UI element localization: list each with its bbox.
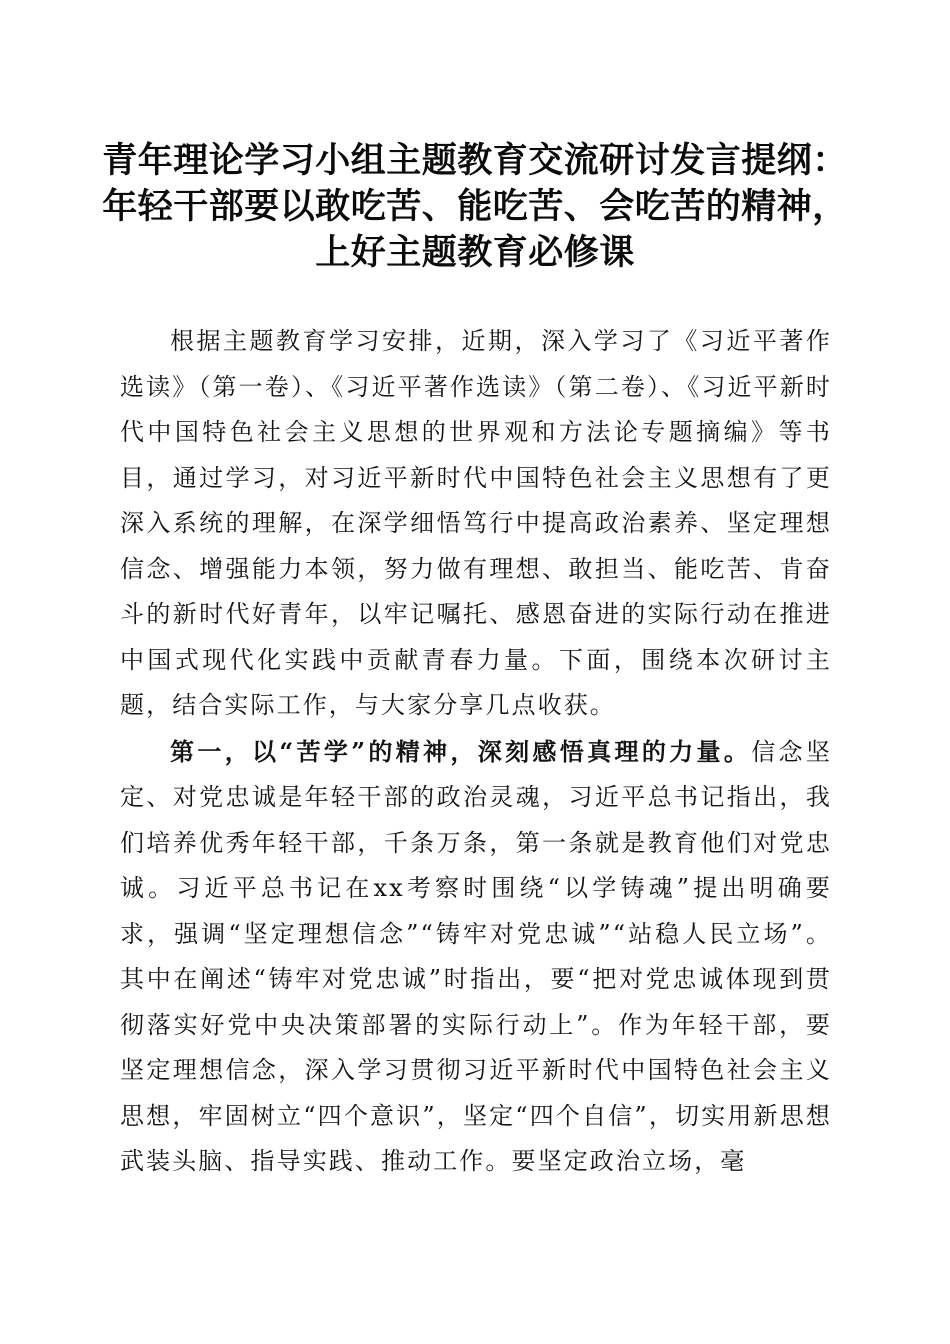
paragraph-intro [120,318,832,729]
paragraph-text: 根据主题教育学习安排，近期，深入学习了《习近平著作选读》（第一卷）、《习近平著作选读》（第二卷）、《习近平新时代中国特色社会主义思想的世界观和方法论专题摘编》等书目，通过学习，对习近平新时代中国特色社会主义思想有了更深入系统的理解，在深学细悟笃行中提高政治素养、坚定理想信念、增强能力本领，努力做有理想、敢担当、能吃苦、肯奋斗的新时代好青年，以牢记嘱托、感恩奋进的实际行动在推进中国式现代化实践中贡献青春力量。下面，围绕本次研讨主题，结合实际工作，与大家分享几点收获。 [120,327,832,719]
paragraph-first-point [120,729,832,1185]
document-title [100,138,850,276]
title-line-3: 上好主题教育必修课 [315,232,635,273]
title-line-2: 年轻干部要以敢吃苦、能吃苦、会吃苦的精神， [102,186,848,227]
paragraph-text: 信念坚定、对党忠诚是年轻干部的政治灵魂，习近平总书记指出，我们培养优秀年轻干部，千条万条，第一条就是教育他们对党忠诚。习近平总书记在xx考察时围绕“以学铸魂”提出明确要求，强调“坚定理想信念”“铸牢对党忠诚”“站稳人民立场”。其中在阐述“铸牢对党忠诚”时指出，要“把对党忠诚体现到贯彻落实好党中央决策部署的实际行动上”。作为年轻干部，要坚定理想信念，深入学习贯彻习近平新时代中国特色社会主义思想，牢固树立“四个意识”，坚定“四个自信”，切实用新思想武装头脑、指导实践、推动工作。要坚定政治立场，毫 [120,737,832,1175]
document-body [120,318,832,1185]
title-line-1: 青年理论学习小组主题教育交流研讨发言提纲： [102,140,848,181]
paragraph-lead: 第一，以“苦学”的精神，深刻感悟真理的力量。 [170,736,752,766]
